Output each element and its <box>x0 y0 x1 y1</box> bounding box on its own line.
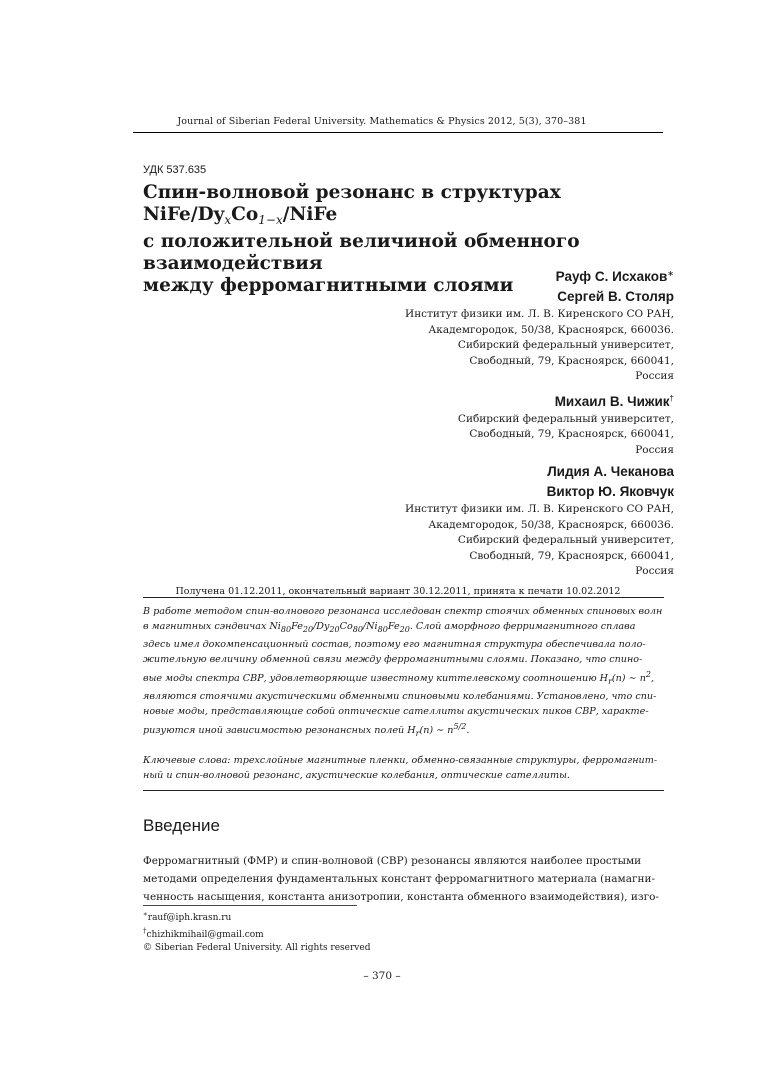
author-name: Рауф С. Исхаков∗ <box>555 269 674 284</box>
title-line-3: между ферромагнитными слоями <box>143 275 514 296</box>
author-block <box>154 264 674 580</box>
copyright: © Siberian Federal University. All rights reserved <box>143 943 371 953</box>
footnote-rule <box>143 905 357 906</box>
author-name: Виктор Ю. Яковчук <box>546 484 674 499</box>
abstract <box>143 597 664 783</box>
author-name: Сергей В. Столяр <box>557 289 674 304</box>
keywords: Ключевые слова: трехслойные магнитные пленки, обменно-связанные структуры, ферромагнит- ный и спин-волновой резонанс, акустические колебания, оптические сателлиты. <box>143 755 658 782</box>
running-header: Journal of Siberian Federal University. Mathematics & Physics 2012, 5(3), 370–381 <box>177 116 587 127</box>
section-title: Введение <box>143 816 220 835</box>
affiliation-line: Сибирский федеральный университет, <box>457 534 674 546</box>
udc-code: УДК 537.635 <box>143 164 207 176</box>
abstract-rule <box>143 790 664 791</box>
footnotes <box>143 908 370 955</box>
affiliation-line: Институт физики им. Л. В. Киренского СО РАН, <box>405 308 674 320</box>
abstract-text: В работе методом спин-волнового резонанса исследован спектр стоячих обменных спиновых волн в магнитных сэндвичах $Ni_{80}Fe_{20}/Dy_{20}Co_{80}/Ni_{80}Fe_{20}$. Слой аморфного ферримагнитного сплава здесь имел докомпенсационный состав, поэтому его магнитная структура обеспечивала поло- жительную величину обменной связи между ферромагнитными слоями. Показано, что спино- вые моды спектра СВР, удовлетворяющие известному киттелевскому соотношению $H_r(n)$ ∼ $n^2$, являются стоячими акустическими обменными спиновыми колебаниями. Установлено, что спи- новые моды, представляющие собой оптические сателлиты акустических пиков СВР, характе- ризуются иной зависимостью резонансных полей $H_r(n)$ ∼ $n^{5/2}$. <box>143 606 663 739</box>
footnote-email-1: ∗rauf@iph.krasn.ru <box>143 910 232 923</box>
affiliation-line: Свободный, 79, Красноярск, 660041, <box>469 549 674 562</box>
affiliation-country: Россия <box>635 443 674 456</box>
page-number: – 370 – <box>363 970 401 982</box>
footnote-email-2: †chizhikmihail@gmail.com <box>143 927 264 940</box>
affiliation-line: Сибирский федеральный университет, <box>457 412 674 425</box>
title-line-2: с положительной величиной обменного взаимодействия <box>143 231 580 274</box>
affiliation-line: Свободный, 79, Красноярск, 660041, <box>469 354 674 367</box>
title-line-1: Спин-волновой резонанс в структурах NiFe/$Dy_xCo_{1-x}$/NiFe <box>143 182 561 227</box>
author-name: Михаил В. Чижик† <box>554 393 674 409</box>
affiliation-line: Академгородок, 50/38, Красноярск, 660036. <box>428 518 674 531</box>
affiliation-line: Институт физики им. Л. В. Киренского СО РАН, <box>405 503 674 515</box>
affiliation-line: Свободный, 79, Красноярск, 660041, <box>469 428 674 440</box>
received-dates: Получена 01.12.2011, окончательный вариант 30.12.2011, принята к печати 10.02.2012 <box>175 586 621 597</box>
affiliation-line: Академгородок, 50/38, Красноярск, 660036. <box>428 323 674 336</box>
affiliation-country: Россия <box>635 370 674 382</box>
header-rule <box>133 132 663 133</box>
affiliation-country: Россия <box>635 565 674 577</box>
author-name: Лидия А. Чеканова <box>547 464 674 479</box>
intro-paragraph: Ферромагнитный (ФМР) и спин-волновой (СВР) резонансы являются наиболее простыми методами определения фундаментальных констант ферромагнитного материала (намагни- ченность насыщения, константа анизотропии, константа обменного взаимодействия), изго- <box>143 855 659 903</box>
affiliation-line: Сибирский федеральный университет, <box>457 339 674 351</box>
